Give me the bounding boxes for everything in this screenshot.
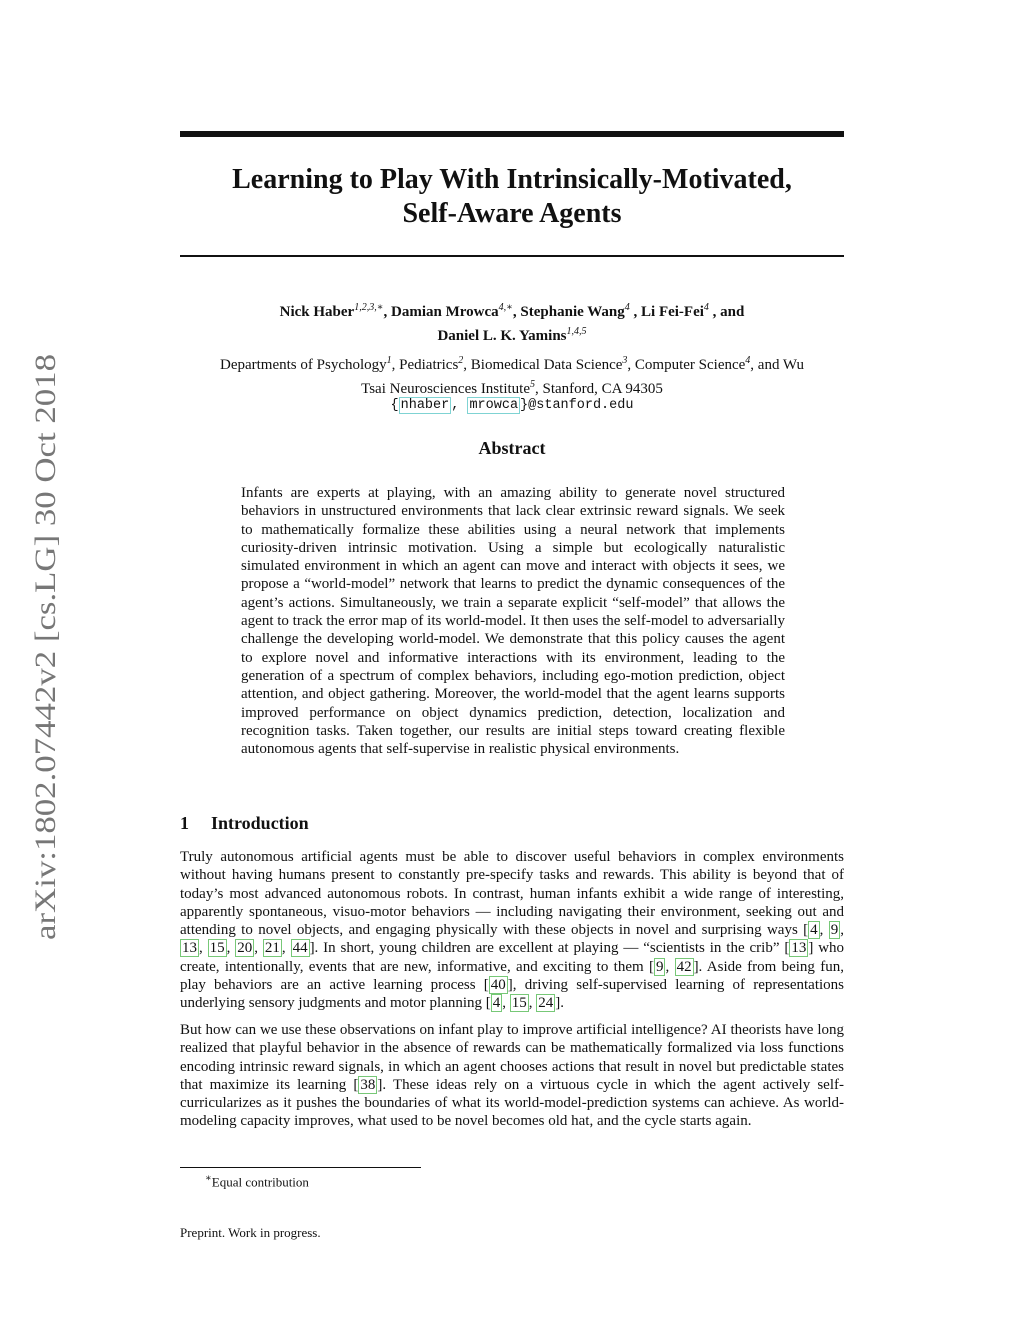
email-link-mrowca[interactable]: mrowca	[469, 398, 519, 413]
citation-link[interactable]: 4	[810, 922, 818, 939]
citation-link[interactable]: 38	[360, 1076, 376, 1093]
email-link-nhaber[interactable]: nhaber	[400, 398, 450, 413]
citation-link[interactable]: 9	[655, 958, 664, 975]
footnote-text: Equal contribution	[211, 1174, 309, 1190]
paper-title	[180, 163, 844, 231]
email-domain: }@stanford.edu	[520, 398, 634, 413]
title-line-1: Learning to Play With Intrinsically-Motivated,	[232, 164, 792, 195]
citation-link[interactable]: 24	[538, 995, 554, 1012]
affiliation-text: Tsai Neurosciences Institute	[361, 381, 530, 397]
paragraph-text: ], driving self-supervised learning of representations underlying sensory judgments and motor planning [	[180, 977, 845, 1012]
paragraph-text: ].	[555, 995, 565, 1012]
author-name: , Stephanie Wang	[512, 304, 625, 320]
citation-link[interactable]: 15	[511, 995, 527, 1012]
intro-paragraph-1: Truly autonomous artificial agents must be able to discover useful behaviors in complex environments without having humans present to constantly pre-specify tasks and rewards. This ability is beyond that of today’s most advanced autonomous robots. In contrast, human infants exhibit a wide range of interesting, apparently spontaneous, visuo-motor behaviors — including navigating their environment, seeking out and attending to novel objects, and engaging physically with these objects in novel and surprising ways [ 4 , 9 , 13 , 15 , 20 , 21 , 44 ]. In short, young children are excellent at playing — “scientists in the crib” [ 13 ] who create, intentionally, events that are new, informative, and exciting to them [ 9 , 42 ]. Aside from being fun, play behaviors are an active learning process [ 40 ], driving self-supervised learning of representations underlying sensory judgments and motor planning [ 4 , 15 , 24 ].	[180, 849, 845, 1012]
paragraph-text: ] who create, intentionally, events that are new, informative, and exciting to them [	[180, 940, 845, 975]
author-sup: 4	[703, 302, 709, 313]
arxiv-stamp-text: arXiv:1802.07442v2 [cs.LG] 30 Oct 2018	[29, 435, 62, 940]
affiliation-text: , and Wu	[750, 357, 804, 373]
footnote-mark: ∗	[205, 1173, 212, 1184]
arxiv-stamp	[24, 352, 64, 942]
paragraph-text: ]. Aside from being fun, play behaviors are an active learning process [	[180, 958, 845, 994]
citation-link[interactable]: 44	[292, 940, 308, 957]
section-heading-introduction	[180, 813, 309, 834]
paragraph-text: ]. These ideas rely on a virtuous cycle in which the agent actively self-curricularizes as it pushes the boundaries of what its world-model-prediction systems can achieve. As world-modeling capacity improves, what used to be novel becomes old hat, and the cycle starts again.	[180, 1076, 844, 1130]
affiliation-text: , Pediatrics	[391, 357, 459, 373]
citation-link[interactable]: 9	[830, 922, 839, 939]
title-rule-top	[180, 131, 844, 137]
author-sup: 1,4,5	[566, 326, 587, 337]
paragraph-text: But how can we use these observations on infant play to improve artificial intelligence? AI theorists have long realized that playful behavior in the absence of rewards can be mathematically formalized via loss functions encoding intrinsic reward signals, in which an agent chooses actions that result in novel but predictable states that maximize its learning [	[180, 1022, 844, 1093]
author-sup: 1,2,3,∗	[354, 302, 384, 313]
citation-link[interactable]: 13	[182, 940, 197, 957]
affiliation-sup: 2	[458, 355, 464, 366]
affiliation-text: Departments of Psychology	[220, 357, 387, 373]
footnote-rule	[180, 1167, 421, 1168]
affiliation-sup: 4	[745, 355, 751, 366]
author-sup: 4	[624, 302, 630, 313]
citation-link[interactable]: 40	[490, 977, 506, 994]
citation-link[interactable]: 13	[791, 940, 807, 957]
page-footer: Preprint. Work in progress.	[180, 1225, 321, 1240]
affiliation-text: , Computer Science	[627, 357, 746, 373]
paragraph-text: ]. In short, young children are excellent at playing — “scientists in the crib” [	[309, 940, 790, 957]
abstract-heading: Abstract	[478, 438, 546, 458]
author-sup: 4,∗	[498, 302, 513, 313]
author-name: Nick Haber	[279, 304, 355, 320]
email-separator: ,	[451, 398, 468, 413]
title-line-2: Self-Aware Agents	[402, 198, 622, 229]
citation-link[interactable]: 21	[264, 940, 280, 957]
author-list	[180, 298, 844, 346]
paragraph-text: Truly autonomous artificial agents must be able to discover useful behaviors in complex environments without having humans present to constantly pre-specify tasks and rewards. This ability is beyond that of today’s most advanced autonomous robots. In contrast, human infants exhibit a wide range of interesting, apparently spontaneous, visuo-motor behaviors — including navigating their environment, seeking out and attending to novel objects, and engaging physically with these objects in novel and surprising ways [	[180, 849, 844, 939]
affiliation-sup: 1	[386, 355, 392, 366]
footnote	[205, 1171, 309, 1190]
email-brace: {	[390, 398, 399, 413]
section-title: Introduction	[211, 813, 309, 833]
citation-link[interactable]: 4	[492, 995, 501, 1012]
author-name: , Damian Mrowca	[383, 304, 499, 320]
affiliation-sup: 3	[622, 355, 628, 366]
author-connector: , and	[708, 304, 745, 320]
author-name: Daniel L. K. Yamins	[437, 328, 567, 344]
section-number: 1	[180, 813, 189, 833]
contact-email	[180, 396, 844, 415]
title-rule-bottom	[180, 255, 844, 257]
author-name: , Li Fei-Fei	[629, 304, 704, 320]
affiliation-text: , Biomedical Data Science	[463, 357, 623, 373]
citation-link[interactable]: 20	[237, 940, 253, 957]
affiliation-sup: 5	[529, 379, 535, 390]
affiliations	[180, 351, 844, 399]
affiliation-text: , Stanford, CA 94305	[534, 381, 663, 397]
citation-link[interactable]: 42	[676, 958, 692, 975]
intro-paragraph-2	[180, 1021, 844, 1131]
abstract-body: Infants are experts at playing, with an amazing ability to generate novel structured behaviors in unstructured environments that lack clear extrinsic reward signals. We seek to mathematically formalize these abilities using a neural network that implements curiosity-driven intrinsic motivation. Using a simple but ecologically naturalistic simulated environment in which an agent can move and interact with objects it sees, we propose a “world-model” network that learns to predict the dynamic consequences of the agent’s actions. Simultaneously, we train a separate explicit “self-model” that allows the agent to track the error map of its world-model. It then uses the self-model to adversarially challenge the developing world-model. We demonstrate that this policy causes the agent to explore novel and informative interactions with its environment, leading to the generation of a spectrum of complex behaviors, including ego-motion prediction, object attention, and object gathering. Moreover, the world-model that the agent learns supports improved performance on object dynamics prediction, detection, localization and recognition tasks. Taken together, our results are initial steps toward creating flexible autonomous agents that self-supervise in realistic physical environments.	[241, 485, 785, 758]
citation-link[interactable]: 15	[209, 940, 225, 957]
